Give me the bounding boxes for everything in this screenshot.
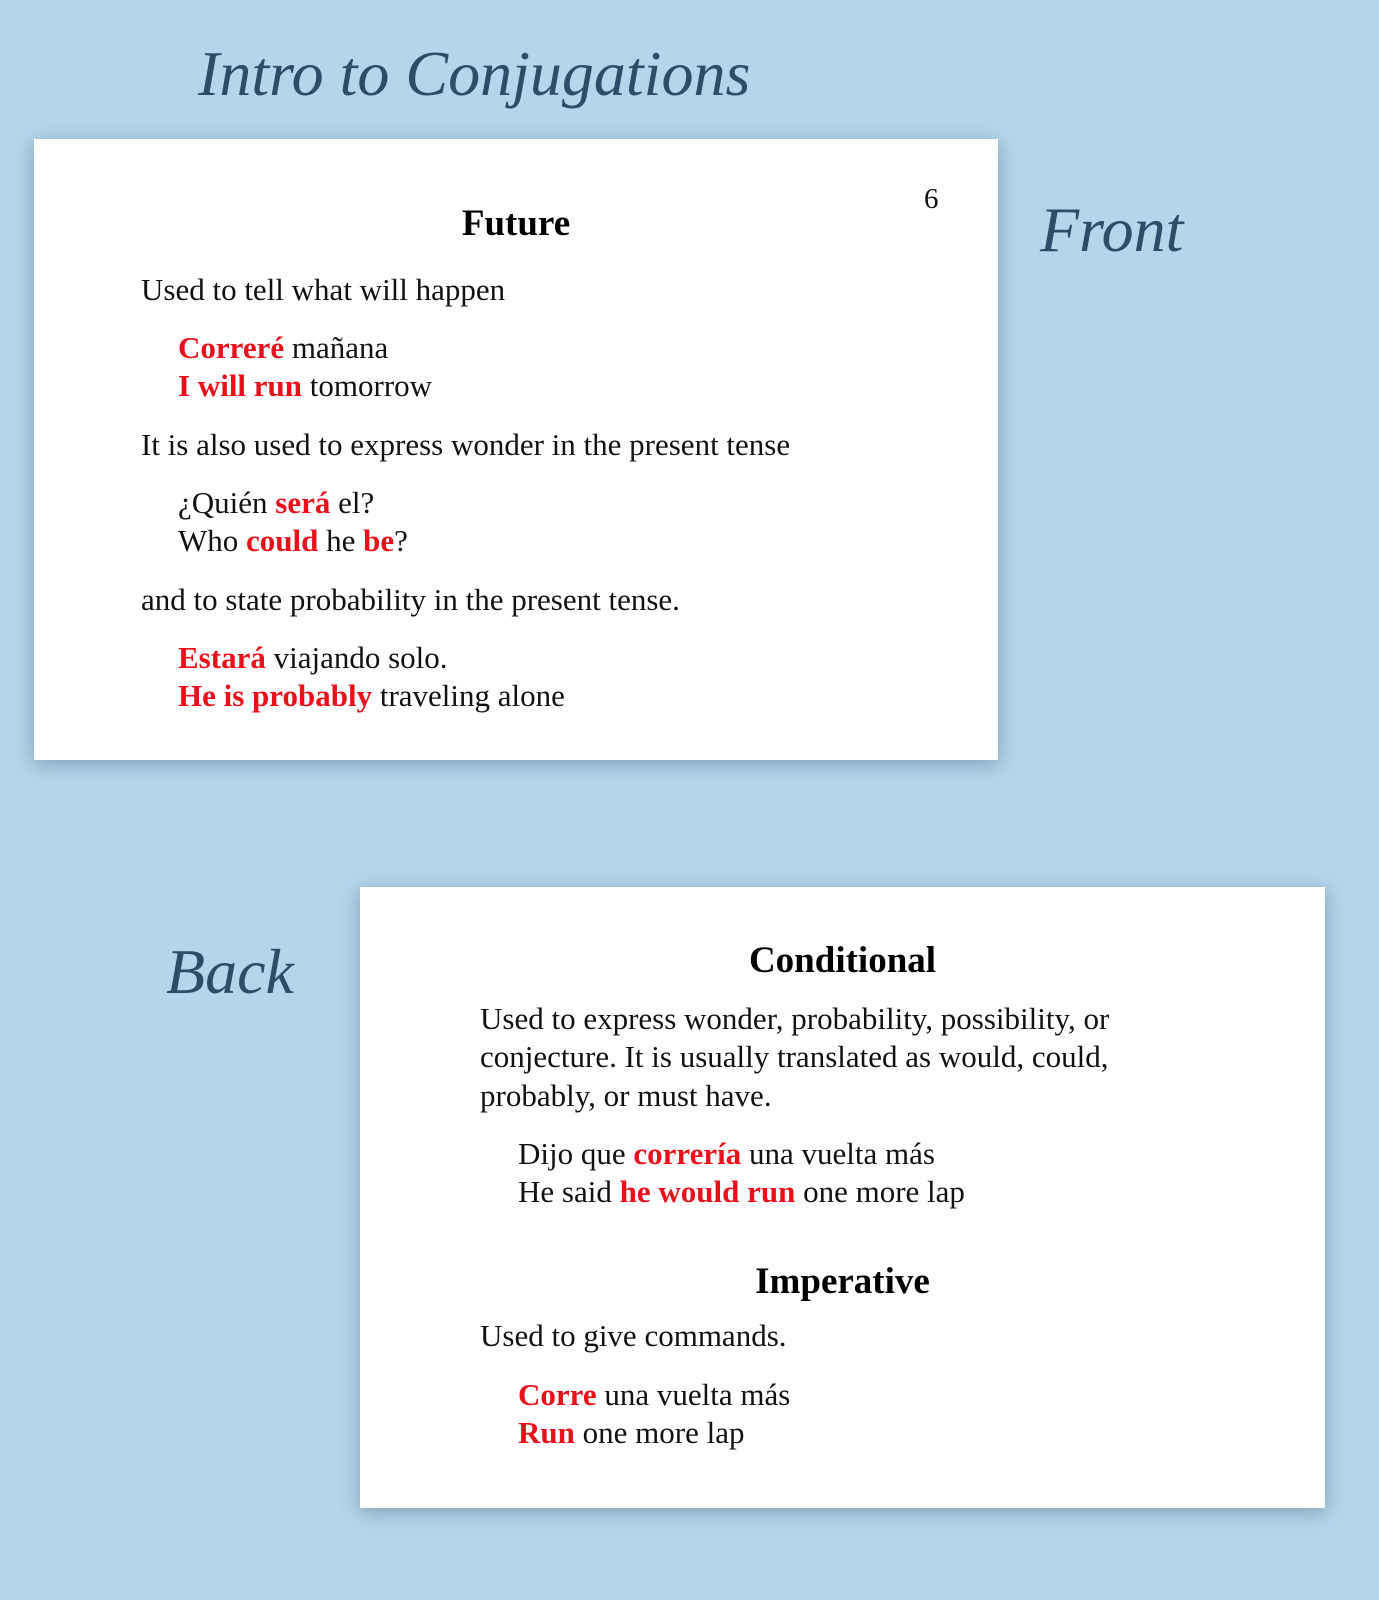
page-number: 6 (924, 183, 939, 215)
text-segment: ¿Quién (178, 485, 276, 520)
text-line (480, 1000, 1109, 1038)
text-line (518, 1135, 935, 1173)
text-segment: one more lap (574, 1415, 745, 1450)
highlighted-text: I will run (178, 368, 303, 403)
text-line (178, 329, 388, 367)
text-segment: conjecture. It is usually translated as would, could, (480, 1039, 1109, 1074)
text-segment: el? (330, 485, 375, 520)
text-line (178, 677, 565, 715)
page-title: Intro to Conjugations (198, 38, 751, 109)
highlighted-text: Corre (518, 1377, 597, 1412)
card-heading: Conditional (748, 940, 937, 981)
text-line (178, 522, 408, 560)
text-segment: It is also used to express wonder in the present tense (141, 427, 791, 462)
text-segment: Used to express wonder, probability, possibility, or (480, 1001, 1110, 1036)
text-segment: una vuelta más (741, 1136, 935, 1171)
text-segment: mañana (284, 330, 389, 365)
card-heading: Future (461, 203, 571, 244)
highlighted-text: He is probably (178, 678, 373, 713)
text-segment: Used to tell what will happen (141, 272, 506, 307)
front-card (34, 139, 998, 760)
card-subheading: Imperative (755, 1261, 930, 1302)
text-segment: one more lap (795, 1174, 965, 1209)
text-line (178, 367, 432, 405)
text-segment: traveling alone (372, 678, 565, 713)
text-line (141, 271, 505, 309)
text-segment: ? (394, 523, 408, 558)
text-segment: tomorrow (302, 368, 433, 403)
highlighted-text: be (363, 523, 395, 558)
text-line (480, 1317, 787, 1355)
text-line (480, 1077, 772, 1115)
highlighted-text: será (275, 485, 331, 520)
highlighted-text: he would run (619, 1174, 796, 1209)
front-label: Front (1040, 194, 1184, 265)
text-line (518, 1173, 965, 1211)
text-segment: Used to give commands. (480, 1318, 787, 1353)
text-line (141, 581, 680, 619)
text-line (178, 639, 448, 677)
text-line (518, 1414, 744, 1452)
highlighted-text: Correré (178, 330, 285, 365)
highlighted-text: Estará (178, 640, 266, 675)
highlighted-text: could (246, 523, 319, 558)
text-segment: He said (518, 1174, 620, 1209)
highlighted-text: Run (518, 1415, 575, 1450)
text-segment: una vuelta más (596, 1377, 791, 1412)
text-line (518, 1376, 790, 1414)
text-segment: and to state probability in the present tense. (141, 582, 680, 617)
highlighted-text: correría (633, 1136, 742, 1171)
text-line (141, 426, 790, 464)
text-line (480, 1038, 1108, 1076)
text-segment: viajando solo. (265, 640, 448, 675)
back-card (360, 887, 1325, 1508)
text-segment: Who (178, 523, 247, 558)
text-line (178, 484, 374, 522)
text-segment: he (318, 523, 364, 558)
back-label: Back (166, 936, 294, 1007)
text-segment: probably, or must have. (480, 1078, 772, 1113)
text-segment: Dijo que (518, 1136, 634, 1171)
